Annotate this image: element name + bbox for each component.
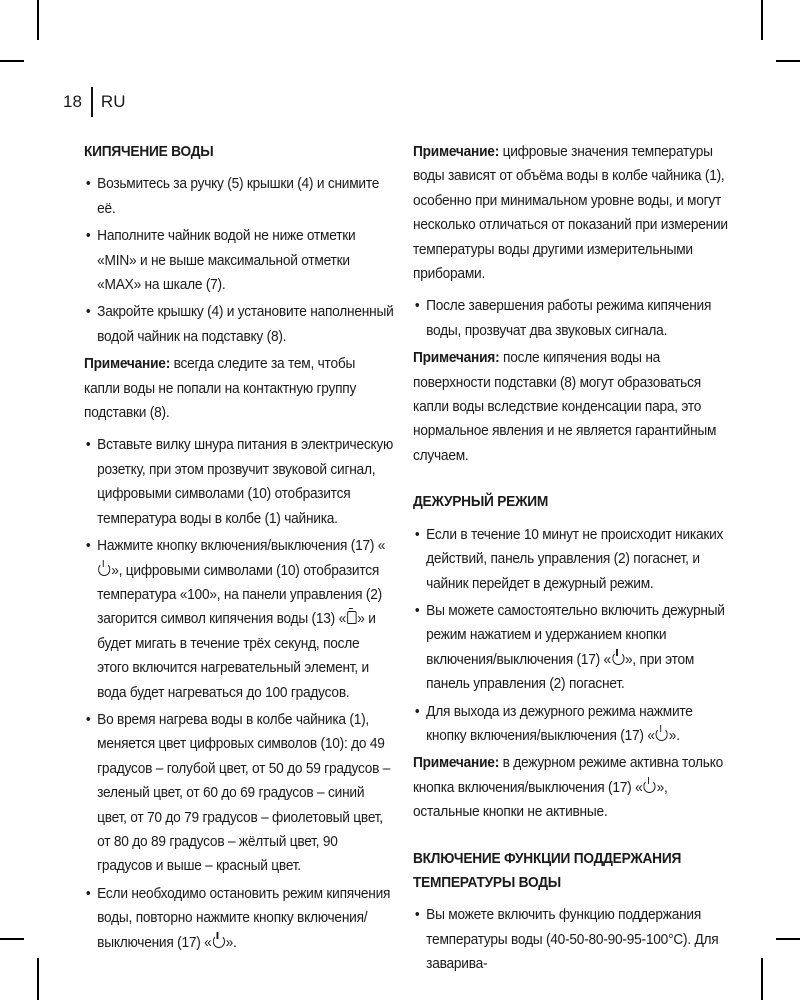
list-item: • После завершения работы режима кипячения воды, прозвучат два звуковых сигнала.	[414, 298, 712, 339]
crop-mark	[37, 0, 39, 40]
power-icon	[643, 780, 655, 793]
section-heading-keep-warm: ВКЛЮЧЕНИЕ ФУНКЦИИ ПОДДЕРЖАНИЯ ТЕМПЕРАТУРЫ ВОДЫ	[413, 850, 682, 891]
bullet-list	[84, 433, 394, 955]
bullet-list	[413, 523, 733, 749]
bullet-list	[84, 172, 394, 349]
list-item: • Вы можете включить функцию поддержания температуры воды (40-50-80-90-95-100°C). Для заварива-	[414, 907, 719, 973]
header-divider	[91, 87, 93, 117]
left-column	[84, 140, 394, 958]
crop-mark	[37, 958, 39, 1000]
bullet-list	[413, 903, 733, 976]
right-column	[413, 140, 733, 980]
note: Примечание: цифровые значения температуры воды зависят от объёма воды в колбе чайника (1), особенно при минимальном уровне воды, и могут несколько отличаться от показаний при измерении температуры воды другими измерительными приборами.	[413, 144, 728, 283]
crop-mark	[761, 0, 763, 40]
list-item: • Вставьте вилку шнура питания в электрическую розетку, при этом прозвучит звуковой сигнал, цифровыми символами (10) отобразится температура воды в колбе (1) чайника.	[85, 437, 394, 527]
list-item: • Закройте крышку (4) и установите наполненный водой чайник на подставку (8).	[85, 304, 394, 345]
section-heading-standby: ДЕЖУРНЫЙ РЕЖИМ	[413, 494, 549, 511]
note: Примечание: в дежурном режиме активна только кнопка включения/выключения (17) « », остальные кнопки не активные.	[413, 755, 724, 821]
power-icon	[656, 728, 668, 741]
list-item: • Нажмите кнопку включения/выключения (17) «», цифровыми символами (10) отобразится температура «100», на панели управления (2) загорится символ кипячения воды (13) « » и будет мигать в течение трёх секунд, после этого включится нагревательный элемент, и вода будет нагреваться до 100 градусов.	[85, 538, 386, 701]
note: Примечание: всегда следите за тем, чтобы капли воды не попали на контактную группу подставки (8).	[84, 356, 357, 422]
power-icon	[98, 563, 110, 576]
power-icon	[612, 652, 624, 665]
section-heading-boiling: КИПЯЧЕНИЕ ВОДЫ	[84, 144, 214, 160]
crop-mark	[0, 938, 24, 940]
page-number: 18	[63, 92, 82, 111]
list-item: • Если в течение 10 минут не происходит никаких действий, панель управления (2) погаснет, и чайник перейдет в дежурный режим.	[414, 526, 724, 592]
list-item: • Если необходимо остановить режим кипячения воды, повторно нажмите кнопку включения/выключения (17) « ».	[85, 885, 391, 951]
language-code: RU	[100, 92, 126, 111]
page-header	[63, 84, 125, 120]
list-item: • Возьмитесь за ручку (5) крышки (4) и снимите её.	[85, 176, 380, 217]
list-item: • Вы можете самостоятельно включить дежурный режим нажатием и удержанием кнопки включения/выключения (17) « », при этом панель управления (2) погаснет.	[414, 602, 725, 693]
power-icon	[213, 935, 225, 948]
list-item: • Для выхода из дежурного режима нажмите кнопку включения/выключения (17) « ».	[414, 703, 693, 744]
crop-mark	[761, 958, 763, 1000]
crop-mark	[776, 60, 800, 62]
bullet-list	[413, 294, 733, 343]
note: Примечания: после кипячения воды на поверхности подставки (8) могут образоваться капли воды вследствие конденсации пара, это нормальное явления и не является гарантийным случаем.	[413, 350, 717, 464]
list-item: • Наполните чайник водой не ниже отметки «MIN» и не выше максимальной отметки «MAX» на шкале (7).	[85, 228, 356, 294]
list-item: • Во время нагрева воды в колбе чайника (1), меняется цвет цифровых символов (10): до 49 градусов – голубой цвет, от 50 до 59 градусов – зеленый цвет, от 60 до 69 градусов – синий цвет, от 70 до 79 градусов – фиолетовый цвет, от 80 до 89 градусов – жёлтый цвет, 90 градусов и выше – красный цвет.	[85, 711, 391, 875]
kettle-icon	[347, 611, 356, 624]
crop-mark	[0, 60, 24, 62]
crop-mark	[776, 938, 800, 940]
